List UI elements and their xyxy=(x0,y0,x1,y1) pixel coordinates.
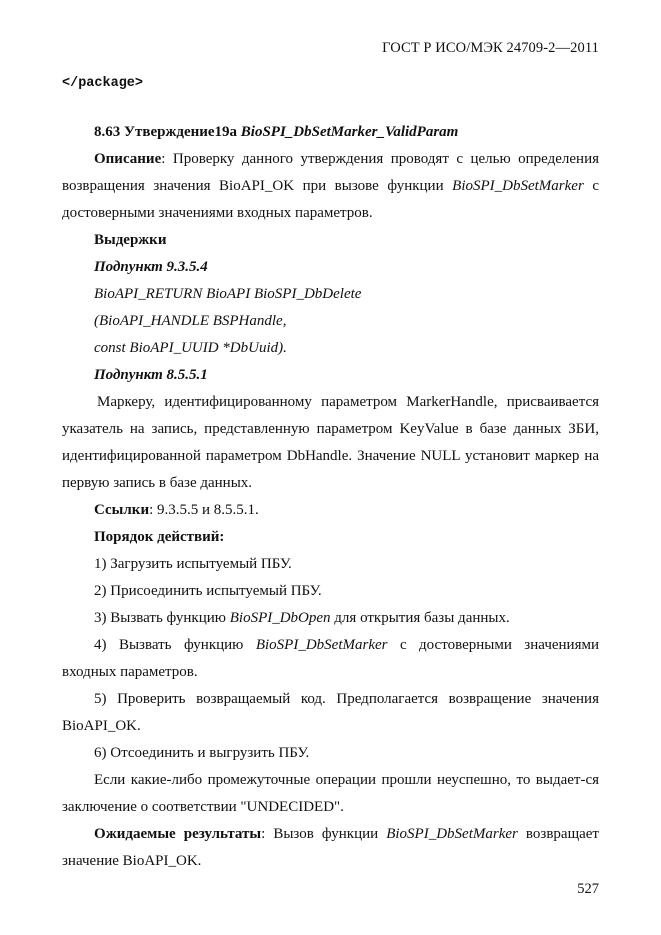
procedure-step-3: 3) Вызвать функцию BioSPI_DbOpen для открытия базы данных. xyxy=(94,610,510,626)
procedure-step-5: 5) Проверить возвращаемый код. Предполагается возвращение значения BioAPI_OK. xyxy=(62,691,599,734)
description-label: Описание xyxy=(94,151,162,167)
references-text: : 9.3.5.5 и 8.5.5.1. xyxy=(149,502,259,518)
procedure-step-2: 2) Присоединить испытуемый ПБУ. xyxy=(94,583,322,599)
document-header: ГОСТ Р ИСО/МЭК 24709-2—2011 xyxy=(382,40,599,56)
code-line: const BioAPI_UUID *DbUuid). xyxy=(94,340,287,356)
procedure-step-4: 4) Вызвать функцию BioSPI_DbSetMarker с достоверными значениями входных параметров. xyxy=(62,637,599,680)
references-paragraph xyxy=(62,497,599,524)
excerpts-heading: Выдержки xyxy=(94,232,167,248)
document-body xyxy=(62,119,599,875)
description-paragraph xyxy=(62,146,599,227)
section-heading xyxy=(62,119,599,146)
subclause-heading-1: Подпункт 9.3.5.4 xyxy=(94,259,208,275)
code-line: BioAPI_RETURN BioAPI BioSPI_DbDelete xyxy=(94,286,362,302)
section-title: Утверждение19а xyxy=(124,124,238,140)
description-function: BioSPI_DbSetMarker xyxy=(452,178,584,194)
references-label: Ссылки xyxy=(94,502,150,518)
code-line: (BioAPI_HANDLE BSPHandle, xyxy=(94,313,287,329)
subclause-text: Маркеру, идентифицированному параметром MarkerHandle, присваивается указатель на запись, представленную параметром KeyValue в базе данных ЗБИ, идентифицированной параметром DbHandle. Значение NULL установит маркер на первую запись в базе данных. xyxy=(62,394,599,491)
section-number: 8.63 xyxy=(94,124,121,140)
section-title-function: BioSPI_DbSetMarker_ValidParam xyxy=(240,124,459,140)
description-text-end: с достоверными значениями входных параметров. xyxy=(62,178,599,221)
procedure-step-6: 6) Отсоединить и выгрузить ПБУ. xyxy=(94,745,310,761)
subclause-heading-2: Подпункт 8.5.5.1 xyxy=(94,367,208,383)
expected-results-label: Ожидаемые результаты xyxy=(94,826,262,842)
description-text: : Проверку данного утверждения проводят с целью определения возвращения значения BioAPI_OK при вызове функции xyxy=(62,151,599,194)
expected-results-paragraph: Ожидаемые результаты: Вызов функции BioSPI_DbSetMarker возвращает значение BioAPI_OK. xyxy=(62,826,599,869)
page-number: 527 xyxy=(577,881,599,897)
procedure-heading: Порядок действий: xyxy=(94,529,225,545)
code-closing-tag: </package> xyxy=(62,76,144,91)
procedure-note: Если какие-либо промежуточные операции прошли неуспешно, то выдает-ся заключение о соответствии "UNDECIDED". xyxy=(62,772,599,815)
procedure-step-1: 1) Загрузить испытуемый ПБУ. xyxy=(94,556,292,572)
